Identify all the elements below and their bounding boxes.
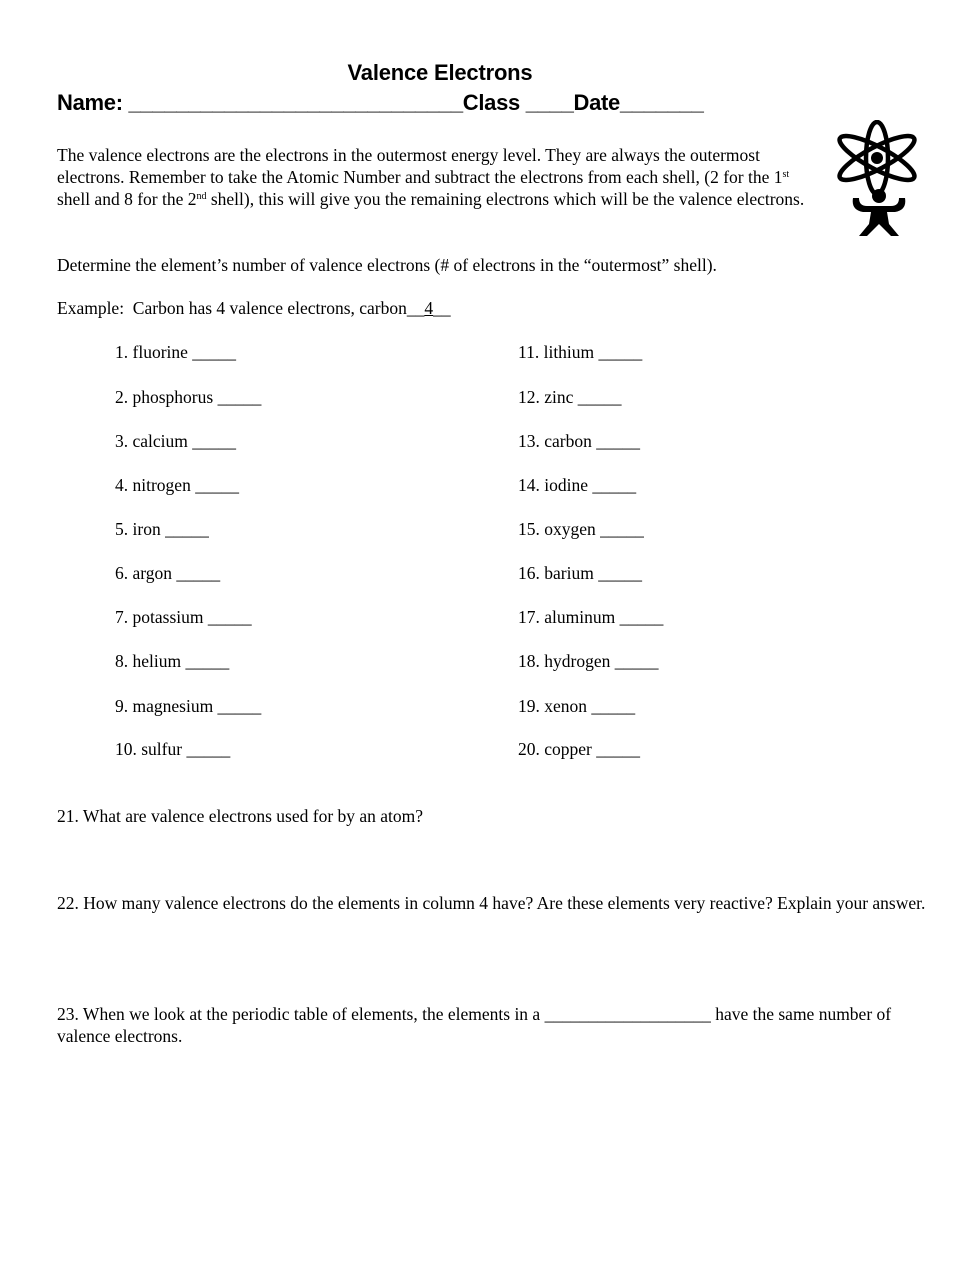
example-answer: 4 [424,298,434,318]
question-item: 12. zinc _____ [518,387,622,407]
question-item: 6. argon _____ [115,563,221,583]
intro-text-2: shell and 8 for the 2 [57,189,197,209]
question-23: 23. When we look at the periodic table of elements, the elements in a ___________________ have the same number of valence electrons. [57,1004,892,1046]
question-item: 17. aluminum _____ [518,607,664,627]
intro-text-1: The valence electrons are the electrons in the outermost energy level. They are always the outermost electrons. Remember to take the Atomic Number and subtract the electrons from each shell, (2 for the 1 [57,145,783,187]
example-line [57,297,451,319]
question-item: 15. oxygen _____ [518,519,644,539]
question-item: 19. xenon _____ [518,696,636,716]
question-item: 20. copper _____ [518,739,640,759]
name-class-date-line: Name: ____________________________Class ____Date_______ [57,90,704,115]
question-item: 3. calcium _____ [115,431,237,451]
question-item: 7. potassium _____ [115,607,252,627]
question-item: 4. nitrogen _____ [115,475,239,495]
question-item: 9. magnesium _____ [115,696,262,716]
question-22: 22. How many valence electrons do the elements in column 4 have? Are these elements very reactive? Explain your answer. [57,893,926,913]
question-item: 2. phosphorus _____ [115,387,262,407]
question-item: 8. helium _____ [115,651,230,671]
question-item: 10. sulfur _____ [115,739,231,759]
page-title: Valence Electrons [347,60,533,85]
question-item: 16. barium _____ [518,563,642,583]
question-item: 5. iron _____ [115,519,209,539]
intro-text-3: shell), this will give you the remaining electrons which will be the valence electrons. [206,189,805,209]
example-suffix: __ [433,298,451,318]
intro-sup-1: st [782,169,790,180]
instructions: Determine the element’s number of valence electrons (# of electrons in the “outermost” shell). [57,255,717,275]
question-21: 21. What are valence electrons used for by an atom? [57,806,424,826]
atom-atlas-icon [833,120,925,238]
question-item: 11. lithium _____ [518,342,643,362]
intro-paragraph [57,144,817,210]
intro-sup-2: nd [196,191,207,202]
question-item: 1. fluorine _____ [115,342,237,362]
question-item: 14. iodine _____ [518,475,637,495]
example-prefix: Example: Carbon has 4 valence electrons, carbon__ [57,298,425,318]
question-item: 13. carbon _____ [518,431,640,451]
question-item: 18. hydrogen _____ [518,651,659,671]
